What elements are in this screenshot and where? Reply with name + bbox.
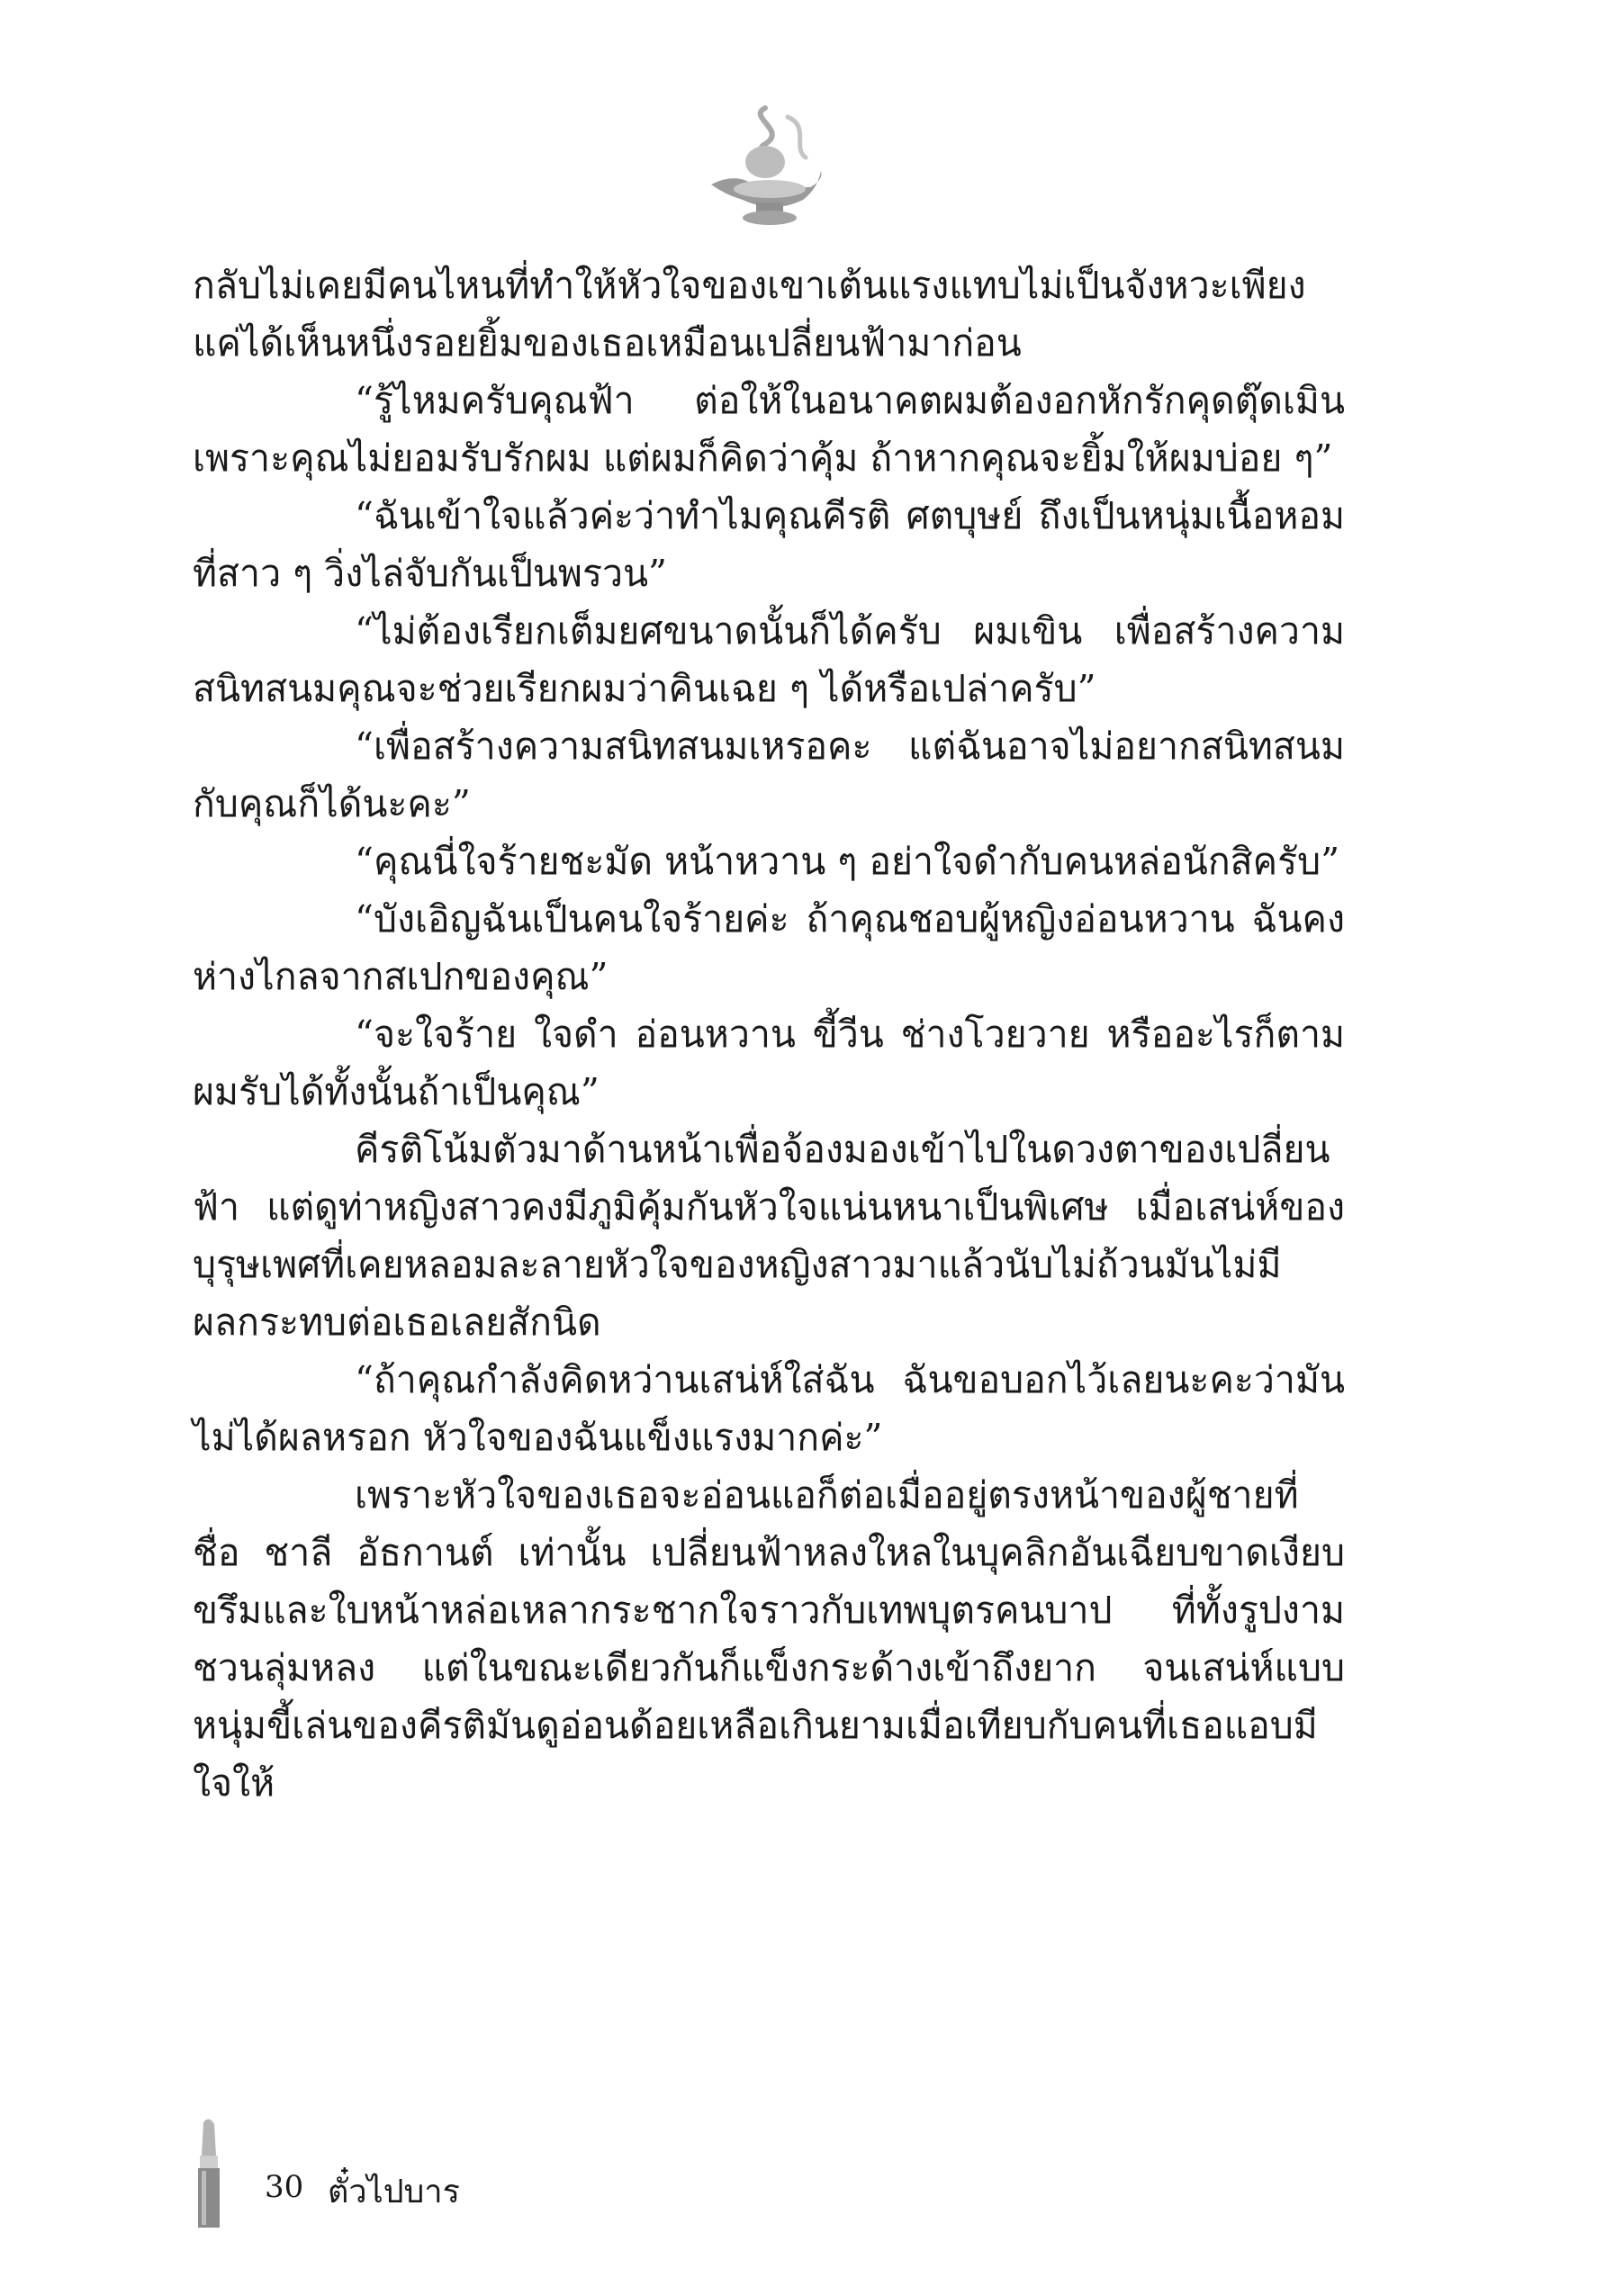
paragraph: “รู้ไหมครับคุณฟ้า ต่อให้ในอนาคตผมต้องอกหักรักคุดตุ๊ดเมิน เพราะคุณไม่ยอมรับรักผม แต่ผมก็คิดว่าคุ้ม ถ้าหากคุณจะยิ้มให้ผมบ่อย ๆ” xyxy=(193,379,1345,480)
page-number: 30 xyxy=(265,2169,304,2205)
paragraph: “คุณนี่ใจร้ายชะมัด หน้าหวาน ๆ อย่าใจดำกับคนหล่อนักสิครับ” xyxy=(355,840,1340,883)
page-footer xyxy=(193,2115,733,2232)
paragraph: “บังเอิญฉันเป็นคนใจร้ายค่ะ ถ้าคุณชอบผู้หญิงอ่อนหวาน ฉันคงห่างไกลจากสเปกของคุณ” xyxy=(193,897,1345,998)
paragraph: “ฉันเข้าใจแล้วค่ะว่าทำไมคุณคีรติ ศตบุษย์ ถึงเป็นหนุ่มเนื้อหอมที่สาว ๆ วิ่งไล่จับกันเป็นพรวน” xyxy=(193,494,1345,595)
paragraph: “ไม่ต้องเรียกเต็มยศขนาดนั้นก็ได้ครับ ผมเขิน เพื่อสร้างความสนิทสนมคุณจะช่วยเรียกผมว่าคินเฉย ๆ ได้หรือเปล่าครับ” xyxy=(193,609,1345,710)
paragraph: “จะใจร้าย ใจดำ อ่อนหวาน ขี้วีน ช่างโวยวาย หรืออะไรก็ตาม ผมรับได้ทั้งนั้นถ้าเป็นคุณ” xyxy=(193,1013,1345,1113)
book-title: ตั๋วไปบาร xyxy=(328,2174,460,2210)
paragraph: “ถ้าคุณกำลังคิดหว่านเสน่ห์ใส่ฉัน ฉันขอบอกไว้เลยนะคะว่ามันไม่ได้ผลหรอก หัวใจของฉันแข็งแรงมากค่ะ” xyxy=(193,1358,1345,1459)
paragraph: คีรติโน้มตัวมาด้านหน้าเพื่อจ้องมองเข้าไปในดวงตาของเปลี่ยนฟ้า แต่ดูท่าหญิงสาวคงมีภูมิคุ้มกันหัวใจแน่นหนาเป็นพิเศษ เมื่อเสน่ห์ของบุรุษเพศที่เคยหลอมละลายหัวใจของหญิงสาวมาแล้วนับไม่ถ้วนมันไม่มีผลกระทบต่อเธอเลยสักนิด xyxy=(193,1128,1345,1344)
paragraph: “เพื่อสร้างความสนิทสนมเหรอคะ แต่ฉันอาจไม่อยากสนิทสนมกับคุณก็ได้นะคะ” xyxy=(193,725,1345,825)
paragraph: กลับไม่เคยมีคนไหนที่ทำให้หัวใจของเขาเต้นแรงแทบไม่เป็นจังหวะเพียงแค่ได้เห็นหนึ่งรอยยิ้มของเธอเหมือนเปลี่ยนฟ้ามาก่อน xyxy=(193,264,1306,365)
magic-lamp-icon xyxy=(702,99,828,234)
paragraph: เพราะหัวใจของเธอจะอ่อนแอก็ต่อเมื่ออยู่ตรงหน้าของผู้ชายที่ชื่อ ชาลี อัธกานต์ เท่านั้น เปลี่ยนฟ้าหลงใหลในบุคลิกอันเฉียบขาดเงียบขรึมและใบหน้าหล่อเหลากระชากใจราวกับเทพบุตรคนบาป ที่ทั้งรูปงามชวนลุ่มหลง แต่ในขณะเดียวกันก็แข็งกระด้างเข้าถึงยาก จนเสน่ห์แบบหนุ่มขี้เล่นของคีรติมันดูอ่อนด้อยเหลือเกินยามเมื่อเทียบกับคนที่เธอแอบมีใจให้ xyxy=(193,1473,1345,1805)
lipstick-icon xyxy=(193,2115,225,2232)
body-text xyxy=(193,257,1345,1812)
